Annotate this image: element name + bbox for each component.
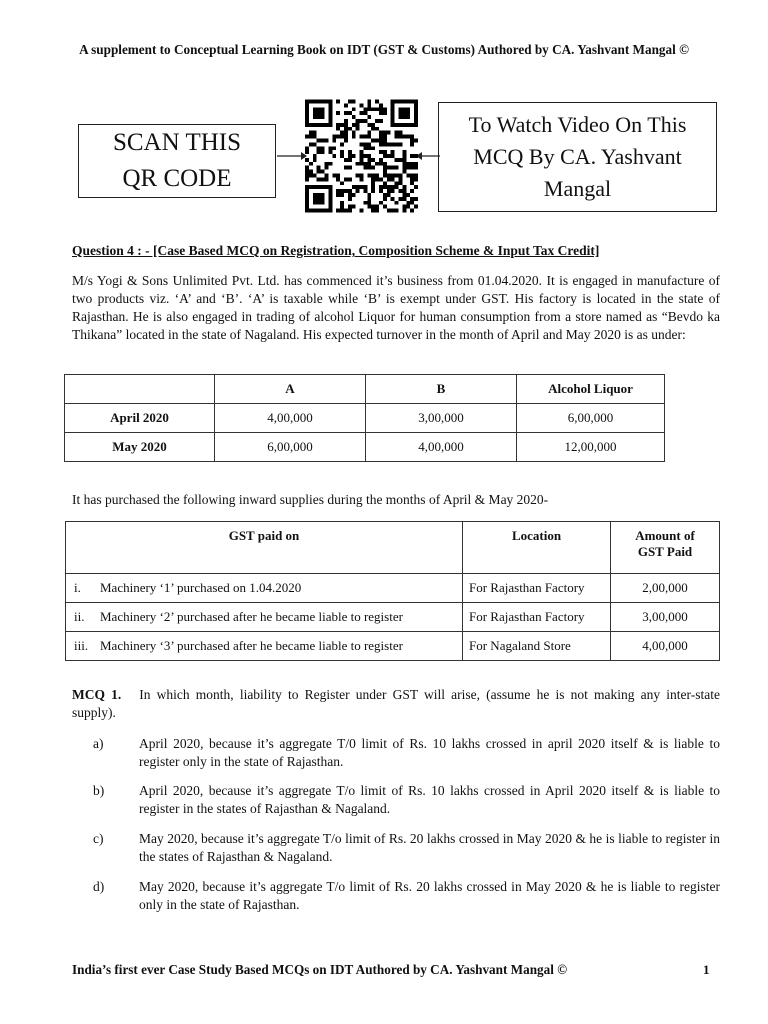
watch-line1: To Watch Video On This: [468, 112, 687, 137]
mcq-label: MCQ 1.: [72, 687, 122, 702]
mcq-option-c[interactable]: [93, 830, 720, 866]
option-letter: a): [93, 736, 104, 751]
scan-qr-line1: SCAN THIS: [112, 129, 242, 156]
table-row: [65, 404, 665, 433]
header-amount-line1: Amount of: [635, 528, 695, 543]
cell-liquor: 12,00,000: [517, 433, 665, 462]
cell-liquor: 6,00,000: [517, 404, 665, 433]
right-arrow-icon: [277, 148, 307, 164]
cell-location: For Rajasthan Factory: [463, 574, 611, 603]
scan-qr-box: [78, 124, 276, 198]
cell-b: 4,00,000: [366, 433, 517, 462]
header-location: Location: [463, 522, 611, 574]
header-gst-paid-on: GST paid on: [66, 522, 463, 574]
table-header-cell: Alcohol Liquor: [517, 375, 665, 404]
cell-b: 3,00,000: [366, 404, 517, 433]
question-intro: M/s Yogi & Sons Unlimited Pvt. Ltd. has commenced it’s business from 01.04.2020. It is engaged in manufacture of two products viz. ‘A’ and ‘B’. ‘A’ is taxable while ‘B’ is exempt under GST. His factory is located in the state of Rajasthan. He is also engaged in trading of alcohol Liquor for human consumption from a store named as “Bevdo ka Thikana” located in the state of Nagaland. His expected turnover in the month of April and May 2020 is as under:: [72, 273, 720, 342]
qr-code-icon[interactable]: [305, 98, 418, 214]
table-header-cell: [65, 375, 215, 404]
cell-amount: 2,00,000: [611, 574, 720, 603]
turnover-table: [64, 374, 665, 462]
mcq-question: [72, 686, 720, 722]
page-header: A supplement to Conceptual Learning Book on IDT (GST & Customs) Authored by CA. Yashvant Mangal ©: [79, 42, 689, 57]
table-header-row: [65, 375, 665, 404]
cell-location: For Rajasthan Factory: [463, 603, 611, 632]
table-header-cell: B: [366, 375, 517, 404]
left-arrow-icon: [416, 148, 440, 164]
header-amount: [611, 522, 720, 574]
option-text: May 2020, because it’s aggregate T/o limit of Rs. 20 lakhs crossed in May 2020 & he is liable to register in the states of Rajasthan & Nagaland.: [139, 831, 720, 864]
mcq-option-a[interactable]: [93, 735, 720, 771]
row-number: i.: [74, 580, 81, 595]
row-number: iii.: [74, 638, 89, 653]
row-desc: Machinery ‘3’ purchased after he became liable to register: [100, 638, 403, 653]
watch-line2: MCQ By CA. Yashvant: [473, 144, 682, 169]
cell-a: 4,00,000: [215, 404, 366, 433]
table-row: [66, 603, 720, 632]
table-header-row: [66, 522, 720, 574]
watch-video-box: [438, 102, 717, 212]
page-number: 1: [703, 962, 710, 977]
row-number: ii.: [74, 609, 85, 624]
row-desc: Machinery ‘1’ purchased on 1.04.2020: [100, 580, 302, 595]
option-text: April 2020, because it’s aggregate T/o limit of Rs. 10 lakhs crossed in April 2020 itself & is liable to register in the states of Rajasthan & Nagaland.: [139, 783, 720, 816]
row-month: May 2020: [65, 433, 215, 462]
option-letter: b): [93, 783, 105, 798]
cell-description: [66, 574, 463, 603]
option-letter: d): [93, 879, 105, 894]
mcq-option-d[interactable]: [93, 878, 720, 914]
table-header-cell: A: [215, 375, 366, 404]
row-desc: Machinery ‘2’ purchased after he became liable to register: [100, 609, 403, 624]
row-month: April 2020: [65, 404, 215, 433]
option-text: May 2020, because it’s aggregate T/o limit of Rs. 20 lakhs crossed in May 2020 & he is liable to register only in the state of Rajasthan.: [139, 879, 720, 912]
option-text: April 2020, because it’s aggregate T/0 limit of Rs. 10 lakhs crossed in april 2020 itself & is liable to register only in the state of Rajasthan.: [139, 736, 720, 769]
inward-intro: It has purchased the following inward supplies during the months of April & May 2020-: [72, 492, 549, 507]
cell-description: [66, 632, 463, 661]
question-title: Question 4 : - [Case Based MCQ on Registration, Composition Scheme & Input Tax Credit]: [72, 243, 600, 258]
cell-description: [66, 603, 463, 632]
page-footer: India’s first ever Case Study Based MCQs on IDT Authored by CA. Yashvant Mangal ©: [72, 962, 568, 977]
scan-qr-line2: QR CODE: [122, 165, 232, 192]
cell-amount: 4,00,000: [611, 632, 720, 661]
watch-line3: Mangal: [543, 176, 612, 201]
table-row: [65, 433, 665, 462]
cell-a: 6,00,000: [215, 433, 366, 462]
table-row: [66, 632, 720, 661]
mcq-question-text: In which month, liability to Register under GST will arise, (assume he is not making any inter-state supply).: [72, 687, 720, 720]
cell-amount: 3,00,000: [611, 603, 720, 632]
header-amount-line2: GST Paid: [637, 544, 693, 559]
cell-location: For Nagaland Store: [463, 632, 611, 661]
option-letter: c): [93, 831, 104, 846]
inward-supplies-table: [65, 521, 720, 661]
table-row: [66, 574, 720, 603]
mcq-option-b[interactable]: [93, 782, 720, 818]
